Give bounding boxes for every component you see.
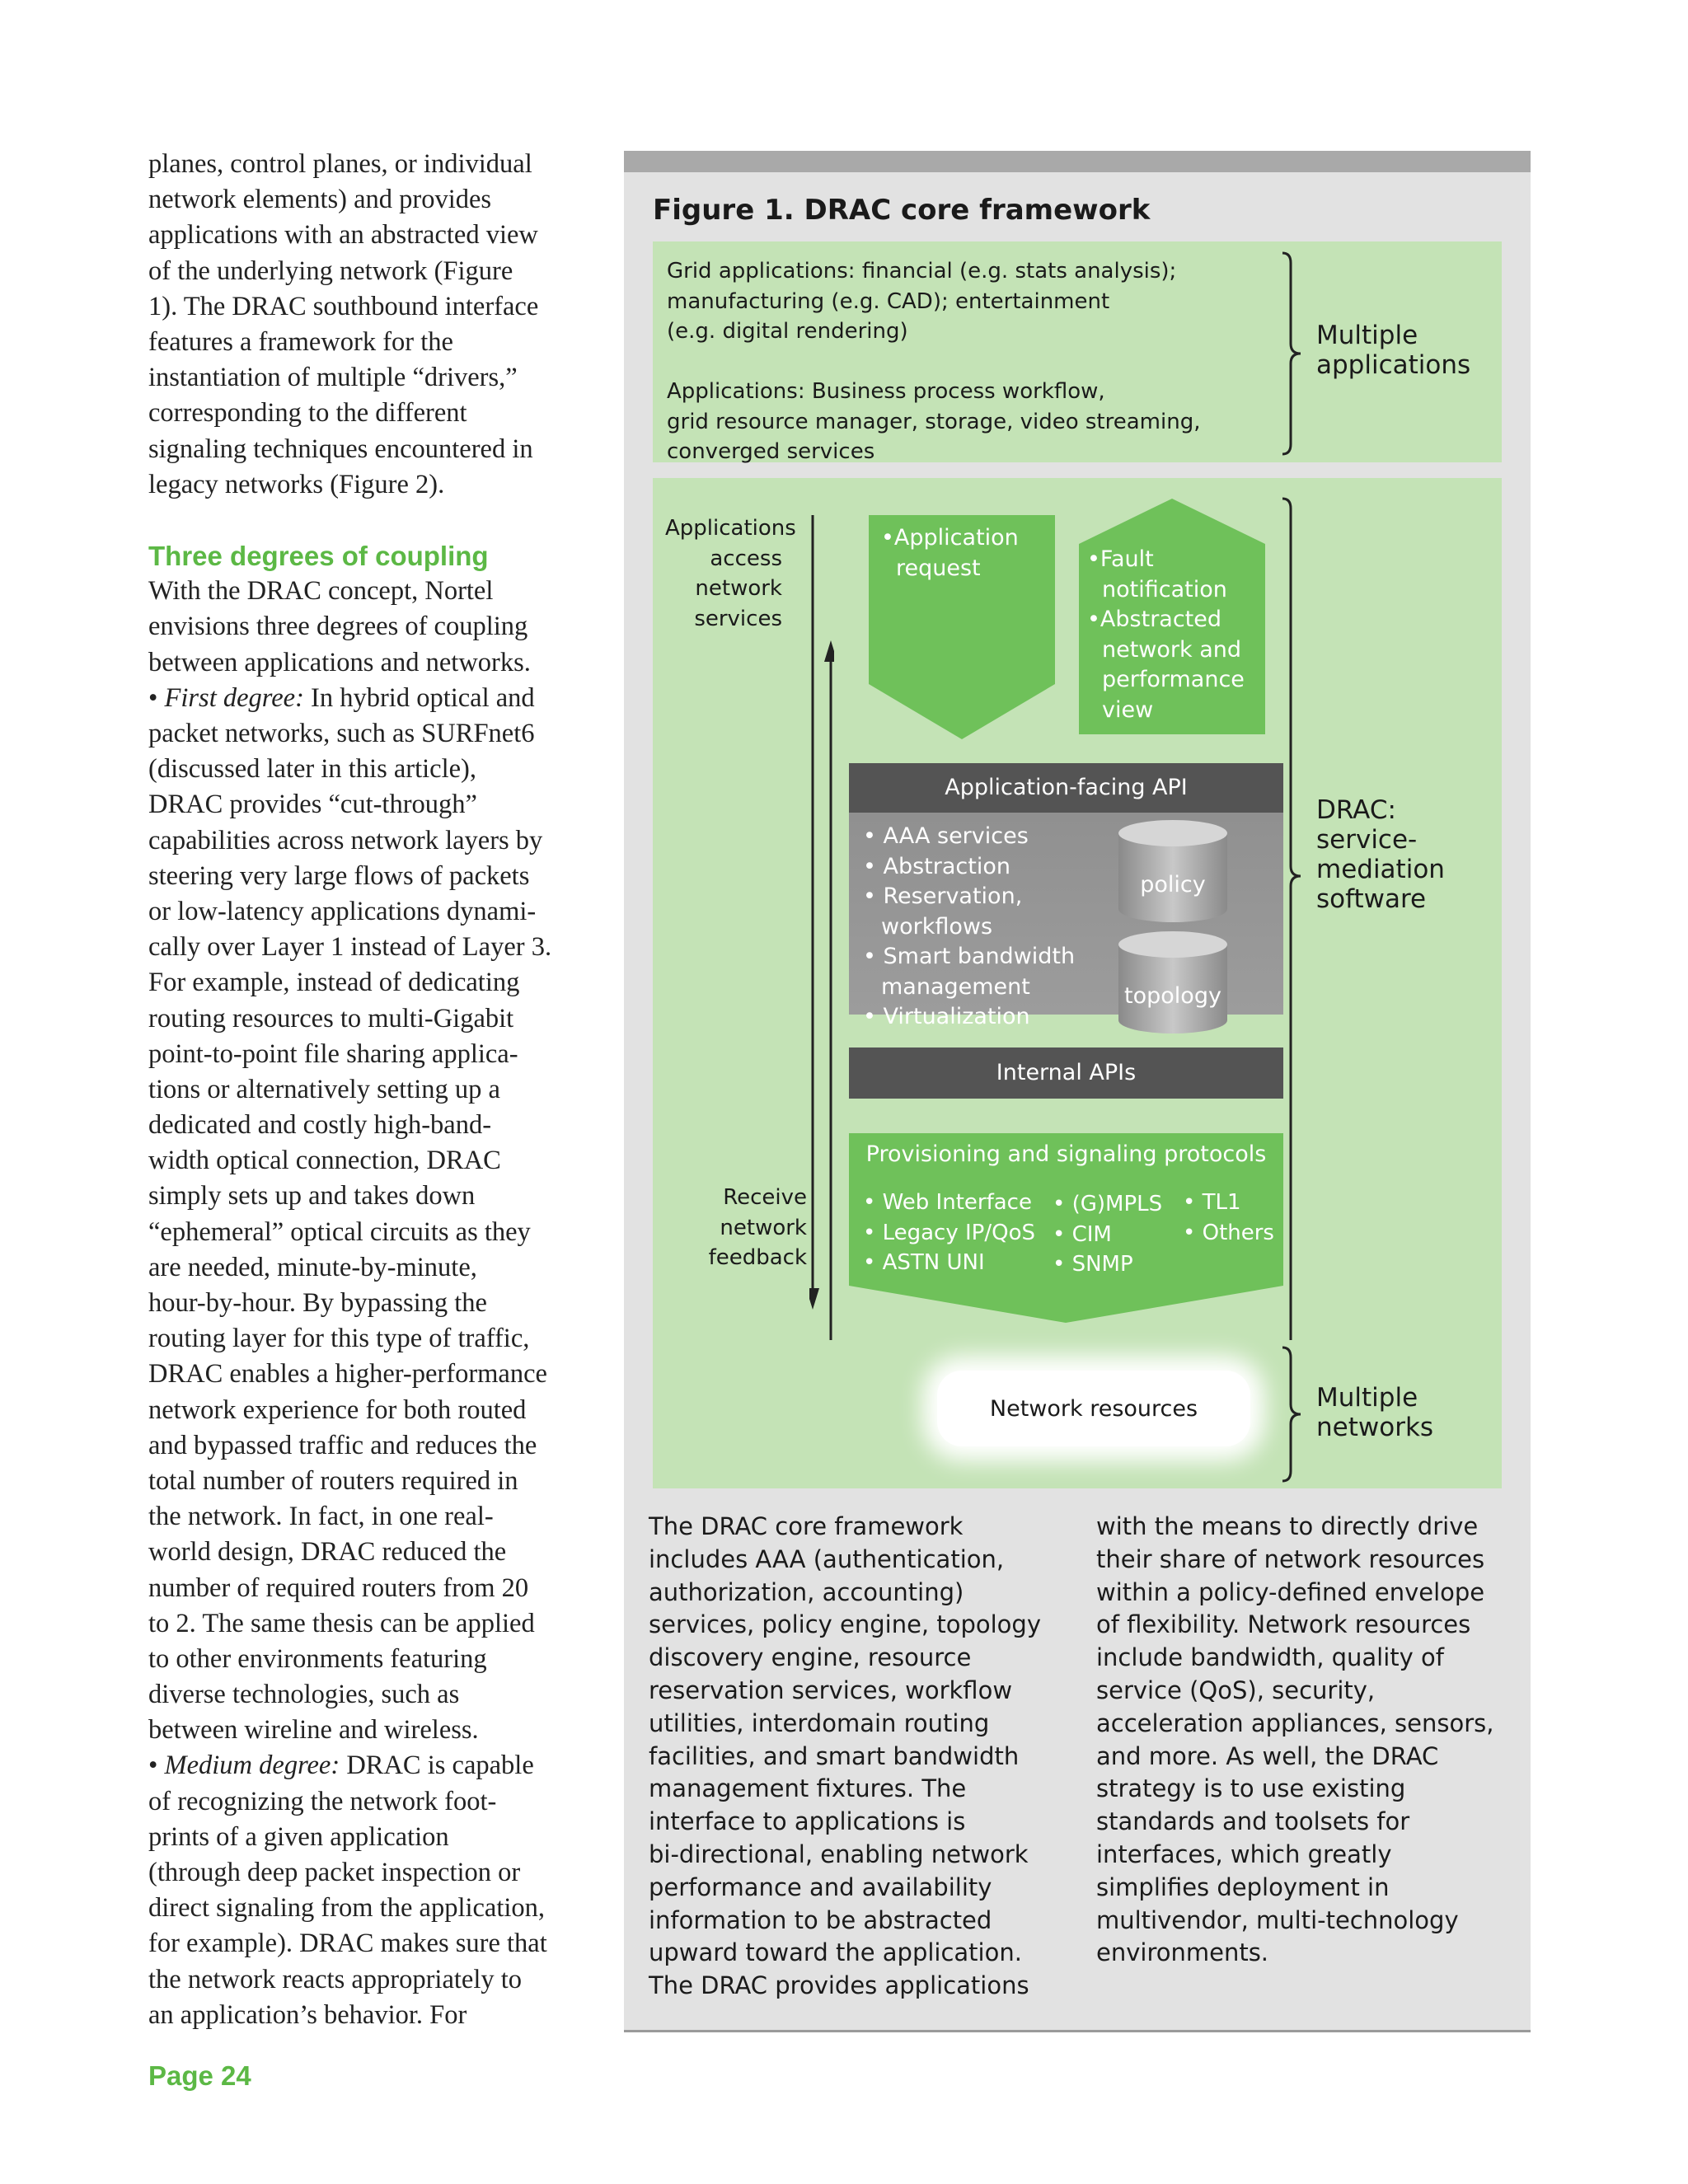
label-line: mediation bbox=[1316, 855, 1445, 884]
internal-apis-bar: Internal APIs bbox=[849, 1047, 1283, 1099]
caption-line: of flexibility. Network resources bbox=[1096, 1610, 1471, 1639]
caption-line: multivendor, multi-technology bbox=[1096, 1905, 1459, 1934]
text-line: or low-latency applications dynami- bbox=[148, 896, 537, 926]
text-line: packet networks, such as SURFnet6 bbox=[148, 719, 535, 748]
text-line: capabilities across network layers by bbox=[148, 825, 543, 855]
bidirectional-arrows bbox=[809, 513, 834, 1404]
text-line: and bypassed traffic and reduces the bbox=[148, 1430, 537, 1460]
text-line: between applications and networks. bbox=[148, 647, 531, 677]
text-line: “ephemeral” optical circuits as they bbox=[148, 1216, 531, 1247]
caption-line: performance and availability bbox=[649, 1872, 992, 1901]
label-line: Applications bbox=[665, 516, 796, 541]
text-line: DRAC provides “cut-through” bbox=[148, 790, 477, 820]
applications-text bbox=[667, 256, 1200, 467]
applications-text-line: converged services bbox=[667, 439, 875, 464]
text-line: cally over Layer 1 instead of Layer 3. bbox=[148, 932, 552, 963]
label-line: services bbox=[694, 606, 782, 631]
text-line: are needed, minute-by-minute, bbox=[148, 1252, 477, 1282]
label-line: network bbox=[720, 1215, 807, 1240]
label-line: Multiple bbox=[1316, 1383, 1418, 1413]
text-line: of recognizing the network foot- bbox=[148, 1786, 497, 1816]
api-item: • Smart bandwidth bbox=[863, 944, 1076, 969]
caption-line: include bandwidth, quality of bbox=[1096, 1643, 1445, 1672]
caption-line: acceleration appliances, sensors, bbox=[1096, 1708, 1494, 1737]
fault-line: notification bbox=[1102, 576, 1227, 602]
first-degree-line: • First degree: In hybrid optical and bbox=[148, 682, 535, 713]
text-line: width optical connection, DRAC bbox=[148, 1146, 501, 1176]
api-item: • AAA services bbox=[863, 823, 1029, 849]
caption-line: includes AAA (authentication, bbox=[649, 1544, 1005, 1573]
api-items-list bbox=[863, 822, 1075, 1033]
protocol-item: • ASTN UNI bbox=[863, 1250, 985, 1275]
caption-line: upward toward the application. bbox=[649, 1938, 1022, 1967]
text-line: corresponding to the different bbox=[148, 398, 467, 429]
application-request-text bbox=[881, 523, 1019, 583]
label-line: service- bbox=[1316, 825, 1418, 855]
api-item: • Abstraction bbox=[863, 853, 1010, 879]
fault-line: performance bbox=[1102, 667, 1245, 692]
text-line: instantiation of multiple “drivers,” bbox=[148, 363, 518, 393]
label-line: software bbox=[1316, 884, 1427, 914]
text-line: DRAC enables a higher-performance bbox=[148, 1359, 547, 1390]
text-line: the network. In fact, in one real- bbox=[148, 1502, 494, 1532]
protocol-item: • (G)MPLS bbox=[1053, 1192, 1163, 1216]
label-line: network bbox=[695, 576, 782, 601]
paragraph-first-degree bbox=[148, 716, 593, 1748]
label-line: feedback bbox=[708, 1245, 807, 1270]
fault-line: network and bbox=[1102, 636, 1242, 663]
topology-label: topology bbox=[1124, 983, 1221, 1009]
protocol-item: • CIM bbox=[1053, 1221, 1112, 1247]
caption-line: interface to applications is bbox=[649, 1807, 966, 1836]
paragraph-intro bbox=[148, 147, 593, 503]
article-left-column bbox=[148, 147, 593, 2033]
caption-line: their share of network resources bbox=[1096, 1544, 1485, 1573]
text-line: simply sets up and takes down bbox=[148, 1181, 476, 1212]
text-line: applications with an abstracted view bbox=[148, 220, 538, 251]
text-line: tions or alternatively setting up a bbox=[148, 1074, 500, 1104]
text-line: routing resources to multi-Gigabit bbox=[148, 1003, 514, 1033]
text-line: to other environments featuring bbox=[148, 1643, 487, 1674]
label-line: Receive bbox=[723, 1185, 807, 1210]
caption-left-column bbox=[649, 1511, 1077, 2003]
text-line: number of required routers from 20 bbox=[148, 1572, 529, 1603]
medium-degree-label: Medium degree: bbox=[164, 1750, 340, 1781]
text-line: network experience for both routed bbox=[148, 1394, 527, 1425]
text-line: an application’s behavior. For bbox=[148, 1999, 467, 2030]
text-line: diverse technologies, such as bbox=[148, 1680, 460, 1710]
protocol-item: • Others bbox=[1183, 1220, 1274, 1245]
text-line: For example, instead of dedicating bbox=[148, 968, 520, 998]
text-line: between wireline and wireless. bbox=[148, 1715, 479, 1746]
api-item: • Reservation, bbox=[863, 883, 1023, 909]
text-line: With the DRAC concept, Nortel bbox=[148, 576, 494, 607]
fault-notification-text bbox=[1087, 545, 1245, 725]
first-degree-text: In hybrid optical and bbox=[303, 682, 535, 713]
caption-line: bi-directional, enabling network bbox=[649, 1840, 1029, 1868]
text-line: 1). The DRAC southbound interface bbox=[148, 291, 539, 321]
drac-brace bbox=[1279, 497, 1304, 1469]
application-facing-api-bar: Application-facing API bbox=[849, 763, 1283, 813]
text-line: point-to-point file sharing applica- bbox=[148, 1038, 518, 1069]
section-heading: Three degrees of coupling bbox=[148, 541, 489, 572]
applications-text-line: (e.g. digital rendering) bbox=[667, 319, 908, 344]
applications-brace bbox=[1279, 251, 1304, 456]
caption-line: reservation services, workflow bbox=[649, 1675, 1013, 1704]
text-line: routing layer for this type of traffic, bbox=[148, 1324, 530, 1354]
applications-text-line: manufacturing (e.g. CAD); entertainment bbox=[667, 288, 1110, 314]
text-line: (through deep packet inspection or bbox=[148, 1858, 521, 1887]
fault-line: •Fault bbox=[1087, 546, 1154, 572]
protocol-item: • Legacy IP/QoS bbox=[863, 1220, 1035, 1245]
caption-line: interfaces, which greatly bbox=[1096, 1840, 1392, 1868]
request-line: request bbox=[896, 555, 981, 581]
fault-line: •Abstracted bbox=[1087, 607, 1222, 632]
networks-brace bbox=[1279, 1346, 1304, 1483]
text-line: signaling techniques encountered in bbox=[148, 434, 533, 464]
label-line: applications bbox=[1316, 350, 1471, 380]
caption-line: environments. bbox=[1096, 1938, 1269, 1967]
api-item: • Virtualization bbox=[863, 1004, 1030, 1029]
caption-line: standards and toolsets for bbox=[1096, 1807, 1410, 1836]
first-degree-label: First degree: bbox=[164, 682, 304, 713]
drac-service-mediation-label bbox=[1316, 795, 1445, 914]
protocols-column-2 bbox=[1053, 1189, 1162, 1280]
multiple-networks-label bbox=[1316, 1383, 1433, 1442]
medium-degree-line: • Medium degree: DRAC is capable bbox=[148, 1750, 534, 1781]
caption-line: authorization, accounting) bbox=[649, 1577, 964, 1606]
applications-text-line: Grid applications: financial (e.g. stats analysis); bbox=[667, 259, 1177, 284]
medium-degree-text: DRAC is capable bbox=[340, 1750, 534, 1781]
provisioning-header: Provisioning and signaling protocols bbox=[865, 1141, 1267, 1167]
text-line: envisions three degrees of coupling bbox=[148, 612, 528, 642]
protocol-item: • Web Interface bbox=[863, 1190, 1032, 1215]
text-line: direct signaling from the application, bbox=[148, 1893, 546, 1924]
applications-text-line: grid resource manager, storage, video streaming, bbox=[667, 409, 1201, 434]
caption-right-column bbox=[1096, 1511, 1525, 1970]
network-resources-cloud: Network resources bbox=[937, 1371, 1250, 1446]
caption-line: within a policy-defined envelope bbox=[1096, 1577, 1485, 1606]
figure-title: Figure 1. DRAC core framework bbox=[653, 194, 1151, 227]
caption-line: utilities, interdomain routing bbox=[649, 1708, 990, 1737]
text-line: network elements) and provides bbox=[148, 185, 492, 215]
policy-label: policy bbox=[1140, 872, 1206, 898]
receive-feedback-label bbox=[690, 1183, 807, 1273]
protocol-item: • TL1 bbox=[1183, 1190, 1241, 1215]
text-line: features a framework for the bbox=[148, 326, 453, 357]
multiple-applications-label bbox=[1316, 321, 1470, 380]
caption-line: The DRAC core framework bbox=[649, 1512, 964, 1540]
paragraph-medium-degree bbox=[148, 1784, 593, 2033]
caption-line: strategy is to use existing bbox=[1096, 1774, 1406, 1803]
caption-line: management fixtures. The bbox=[649, 1774, 967, 1803]
label-line: Multiple bbox=[1316, 321, 1418, 350]
label-line: access bbox=[710, 546, 782, 571]
caption-line: with the means to directly drive bbox=[1096, 1512, 1479, 1540]
page-number: Page 24 bbox=[148, 2060, 251, 2091]
protocols-column-3 bbox=[1183, 1188, 1274, 1248]
text-line: world design, DRAC reduced the bbox=[148, 1537, 507, 1568]
text-line: planes, control planes, or individual bbox=[148, 149, 532, 179]
text-line: legacy networks (Figure 2). bbox=[148, 469, 445, 499]
text-line: of the underlying network (Figure bbox=[148, 255, 513, 286]
label-line: DRAC: bbox=[1316, 795, 1396, 825]
caption-line: simplifies deployment in bbox=[1096, 1872, 1390, 1901]
caption-line: The DRAC provides applications bbox=[649, 1971, 1029, 2000]
caption-line: service (QoS), security, bbox=[1096, 1675, 1376, 1704]
text-line: to 2. The same thesis can be applied bbox=[148, 1608, 535, 1638]
api-item: management bbox=[881, 973, 1030, 1000]
text-line: (discussed later in this article), bbox=[148, 754, 476, 785]
caption-line: facilities, and smart bandwidth bbox=[649, 1741, 1020, 1770]
caption-line: services, policy engine, topology bbox=[649, 1610, 1041, 1639]
applications-access-label bbox=[665, 513, 796, 634]
protocol-item: • SNMP bbox=[1053, 1252, 1133, 1277]
applications-text-line bbox=[667, 347, 1200, 377]
text-line: for example). DRAC makes sure that bbox=[148, 1929, 547, 1959]
text-line: steering very large flows of packets bbox=[148, 860, 530, 891]
request-line: •Application bbox=[881, 525, 1019, 551]
figure-panel bbox=[624, 151, 1531, 2032]
text-line: prints of a given application bbox=[148, 1821, 449, 1852]
fault-line: view bbox=[1102, 696, 1154, 723]
text-line: the network reacts appropriately to bbox=[148, 1964, 523, 1994]
caption-line: discovery engine, resource bbox=[649, 1643, 972, 1672]
text-line: dedicated and costly high-band- bbox=[148, 1110, 492, 1141]
caption-line: and more. As well, the DRAC bbox=[1096, 1741, 1439, 1770]
text-line: hour-by-hour. By bypassing the bbox=[148, 1288, 487, 1318]
api-item: workflows bbox=[881, 913, 993, 940]
protocols-column-1 bbox=[863, 1188, 1035, 1278]
label-line: networks bbox=[1316, 1413, 1434, 1442]
paragraph-coupling bbox=[148, 574, 593, 681]
applications-text-line: Applications: Business process workflow, bbox=[667, 379, 1105, 404]
caption-line: information to be abstracted bbox=[649, 1905, 992, 1934]
figure-top-bar bbox=[624, 151, 1531, 172]
text-line: total number of routers required in bbox=[148, 1465, 518, 1496]
